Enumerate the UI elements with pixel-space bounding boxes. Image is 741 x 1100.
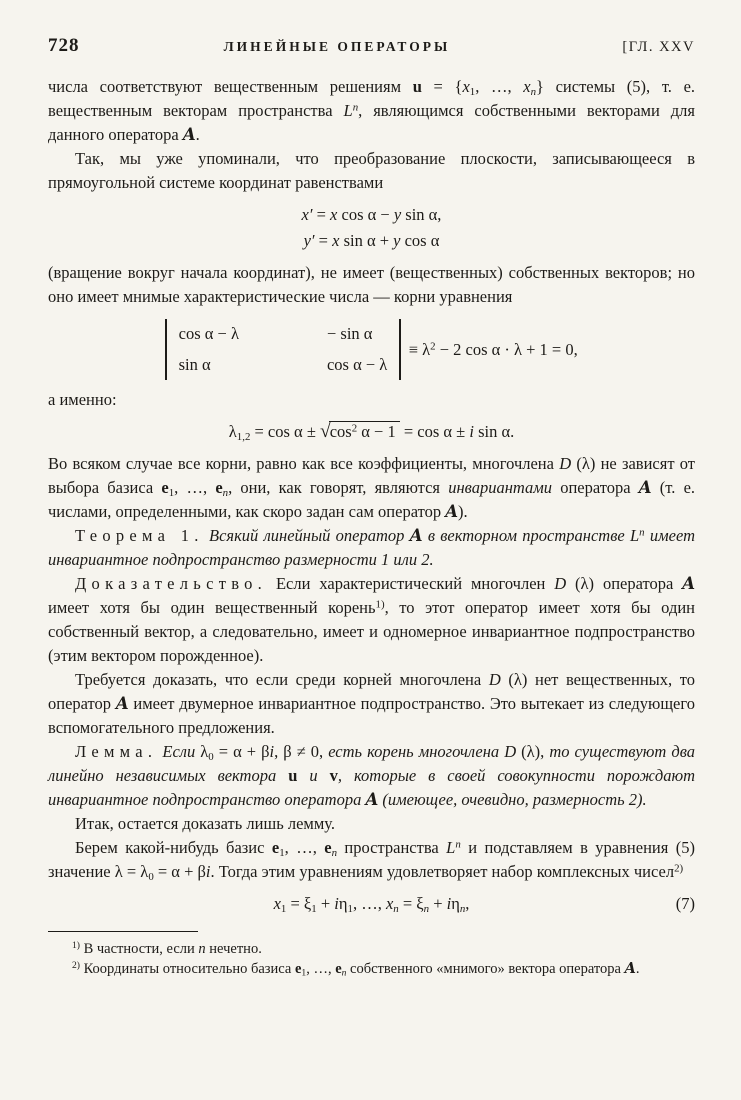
page-number: 728 [48,35,80,56]
text-run: e [324,838,332,857]
text-run: y [393,231,401,250]
text-run: 1,2 [236,431,251,444]
text-run: , являющимся собственными векторами для данного оператора [48,101,695,144]
text-run: , …, [306,961,336,977]
page-header [48,34,695,59]
text-run: 1 [301,967,307,979]
text-run: A [365,790,379,809]
text-run: = [314,231,333,250]
text-run: числа соответствуют вещественным решениям [48,77,413,96]
text-run: 2) [72,960,80,972]
paragraph [48,740,695,812]
text-run: + [429,894,447,913]
matrix-cell: cos α − λ [178,324,239,343]
text-run: 1 [311,903,317,916]
text-run: D [559,454,572,473]
text-run: , они, как говорят, являются [228,478,449,497]
text-run: i [469,422,474,441]
text-run: n [222,487,229,500]
text-run: A [682,574,696,593]
footnotes [48,939,695,979]
text-run: имеет хотя бы один вещественный корень [48,598,376,617]
text-run: инвариантами [448,478,553,497]
text-run: A [445,502,459,521]
text-run: то существуют два линейно независимых вектора [48,742,695,785]
text-run: , …, [284,838,325,857]
text-run: e [335,961,342,977]
determinant-equation [48,319,695,380]
text-run: D [554,574,567,593]
chapter-reference: [ГЛ. XXV [622,39,695,55]
text-run: = α + β [153,862,206,881]
paragraph [48,524,695,572]
text-run: v [329,766,338,785]
text-run: A [638,478,652,497]
determinant-rhs [409,338,578,362]
text-run: y′ [303,231,315,250]
text-run: n [198,941,206,957]
text-run: , …, [174,478,216,497]
text-run: , β ≠ 0, [274,742,329,761]
text-run: η [451,894,460,913]
text-run: 1 [279,847,285,860]
text-run: α − 1 [357,422,396,441]
text-run: e [161,478,169,497]
matrix-bar-right [399,319,400,380]
text-run: sin α + [339,231,394,250]
matrix-bar-left [165,319,166,380]
text-run: n [423,903,430,916]
text-run: оператора [552,478,639,497]
text-run: Так, мы уже упоминали, что преобразование плоскости, записывающееся в прямоугольной системе координат равенствами [48,149,695,192]
text-run: u [412,77,422,96]
text-run: = { [421,77,463,96]
text-run: Требуется доказать, что если среди корней многочлена [75,670,489,689]
text-run: имеет двумерное инвариантное подпространство. Это вытекает из следующего вспомогательного предложения. [48,694,695,737]
text-run: i [269,742,275,761]
text-run: sin α, [401,205,442,224]
text-run: есть корень многочлена [328,742,505,761]
text-run: имеет инвариантное подпространство размерности 1 или 2. [48,526,696,569]
text-run: λ [200,742,209,761]
text-run: 0 [148,871,154,884]
text-run: √ [320,421,331,442]
text-run: = ξ [286,894,312,913]
text-run: = ξ [398,894,424,913]
text-run: x [332,231,340,250]
text-run: x [273,894,281,913]
text-run: A [624,960,636,977]
equation-line [48,202,695,228]
text-run: Если характеристический многочлен [267,574,555,593]
text-run: , [465,894,470,913]
paragraph [48,668,695,740]
paragraph [48,452,695,524]
text-run: ≡ λ [408,339,431,359]
text-run: cos α [400,231,440,250]
display-equation [48,891,695,917]
text-run: 1) [375,598,385,611]
text-run: (λ) оператора [566,574,683,593]
text-run: , то этот оператор имеет хотя бы один собственный вектор, а следовательно, имеет и одномерное инвариантное подпространство (этим вектором порожденное). [48,598,695,665]
text-run: L [629,526,640,545]
text-run: } системы (5), т. е. вещественным векторам пространства [48,77,696,120]
text-run: A [182,125,196,144]
text-run: собственного «мнимого» вектора оператора [346,961,625,977]
text-run: y [393,205,402,224]
paragraph [48,836,695,884]
text-run: Лемма. [75,742,158,761]
text-run: 1) [72,940,80,952]
equation-line [48,891,695,917]
text-run: − 2 cos α · λ + 1 = 0, [435,339,578,359]
text-run: 2 [430,340,436,353]
text-run: A [115,694,129,713]
text-run: n [455,838,461,851]
text-run: (λ) не зависят от выбора базиса [48,454,695,497]
text-run: , которые в своей совокупности порождают инвариантное подпространство оператора [48,766,695,809]
footnote [48,939,695,959]
text-run: Итак, остается доказать лишь лемму. [75,814,336,833]
text-run: Доказательство. [75,574,268,593]
text-run: x [523,77,531,96]
text-run: L [343,101,353,120]
matrix-cell: cos α − λ [326,355,388,374]
determinant-row [48,319,695,380]
text-run: = cos α ± [399,422,470,441]
text-run: (вращение вокруг начала координат), не имеет (вещественных) собственных векторов; но оно имеет мнимые характеристические числа — корни уравнения [48,263,695,306]
text-run: (т. е. числами, определенными, как скоро задан сам оператор [48,478,696,521]
text-run: Координаты относительно базиса [79,961,295,977]
text-run: 0 [208,751,214,764]
text-run: Если [162,742,201,761]
text-run: нечетно. [205,941,262,957]
running-title: ЛИНЕЙНЫЕ ОПЕРАТОРЫ [223,39,451,54]
text-run: пространства [337,838,447,857]
text-run: , …, [475,77,524,96]
text-run: i [334,894,339,913]
paragraph [48,147,695,195]
text-run: cos α − [337,205,394,224]
text-run: x [330,205,338,224]
paragraph [48,812,695,836]
matrix-cell: − sin α [326,324,373,343]
text-run: n [639,526,645,539]
text-run: D [504,742,517,761]
text-run: x′ [301,205,313,224]
text-run: n [341,967,347,979]
display-equation [48,419,695,445]
text-run: 1 [347,903,353,916]
text-run: 1 [469,86,476,99]
text-run: а именно: [48,390,117,409]
text-run: 1 [280,903,287,916]
text-run: ). [458,502,468,521]
text-run: (λ), [516,742,550,761]
text-run: в векторном пространстве [422,526,630,545]
text-run: η [338,894,348,913]
equation-number: (7) [675,894,695,913]
display-equation [48,202,695,254]
paragraph [48,75,695,147]
text-run: x [385,894,394,913]
matrix [179,319,388,380]
text-run: n [393,903,399,916]
text-run: n [530,86,537,99]
text-run: . [195,125,200,144]
text-run: Во всяком случае все корни, равно как все коэффициенты, многочлена [48,454,560,473]
text-run: Берем какой-нибудь базис [75,838,272,857]
text-run: x [462,77,470,96]
matrix-cell: sin α [178,355,211,374]
text-run: и подставляем в уравнения (5) значение λ = λ [48,838,695,881]
paragraph [48,388,695,412]
paragraph [48,261,695,309]
text-run: = cos α ± [250,422,321,441]
text-run: = [312,205,331,224]
text-run: . Тогда этим уравнениям удовлетворяет набор комплексных чисел [210,862,675,881]
text-run: sin α. [473,422,515,441]
text-run: (имеющее, очевидно, размерность 2). [378,790,647,809]
footnote-separator [48,931,198,932]
body-blocks [48,75,695,917]
text-run: e [215,478,223,497]
text-run: D [488,670,501,689]
equation-line [48,419,695,445]
text-run: Всякий линейный оператор [209,526,410,545]
text-run: cos [329,422,352,441]
text-run: i [205,862,211,881]
text-run: + [316,894,335,913]
text-run: n [352,101,359,114]
text-run: , …, [352,894,386,913]
text-run: . [635,961,640,977]
text-run: В частности, если [79,941,199,957]
text-run: e [294,961,302,977]
text-run: Теорема 1. [75,526,204,545]
text-run: 2 [351,422,358,435]
text-run: n [459,903,466,916]
text-run: 2) [674,862,684,875]
paragraph [48,572,695,668]
text-run [329,421,400,441]
text-run: (λ) нет вещественных, то оператор [48,670,695,713]
text-run: e [271,838,280,857]
text-run: i [446,894,452,913]
footnote [48,959,695,979]
text-run: L [446,838,456,857]
text-run: u [288,766,298,785]
text-run: A [409,526,423,545]
text-run: 1 [168,487,175,500]
text-run: и [297,766,330,785]
equation-line [48,228,695,254]
text-run: n [331,847,337,860]
text-run: = α + β [213,742,270,761]
text-run: λ [228,422,237,441]
